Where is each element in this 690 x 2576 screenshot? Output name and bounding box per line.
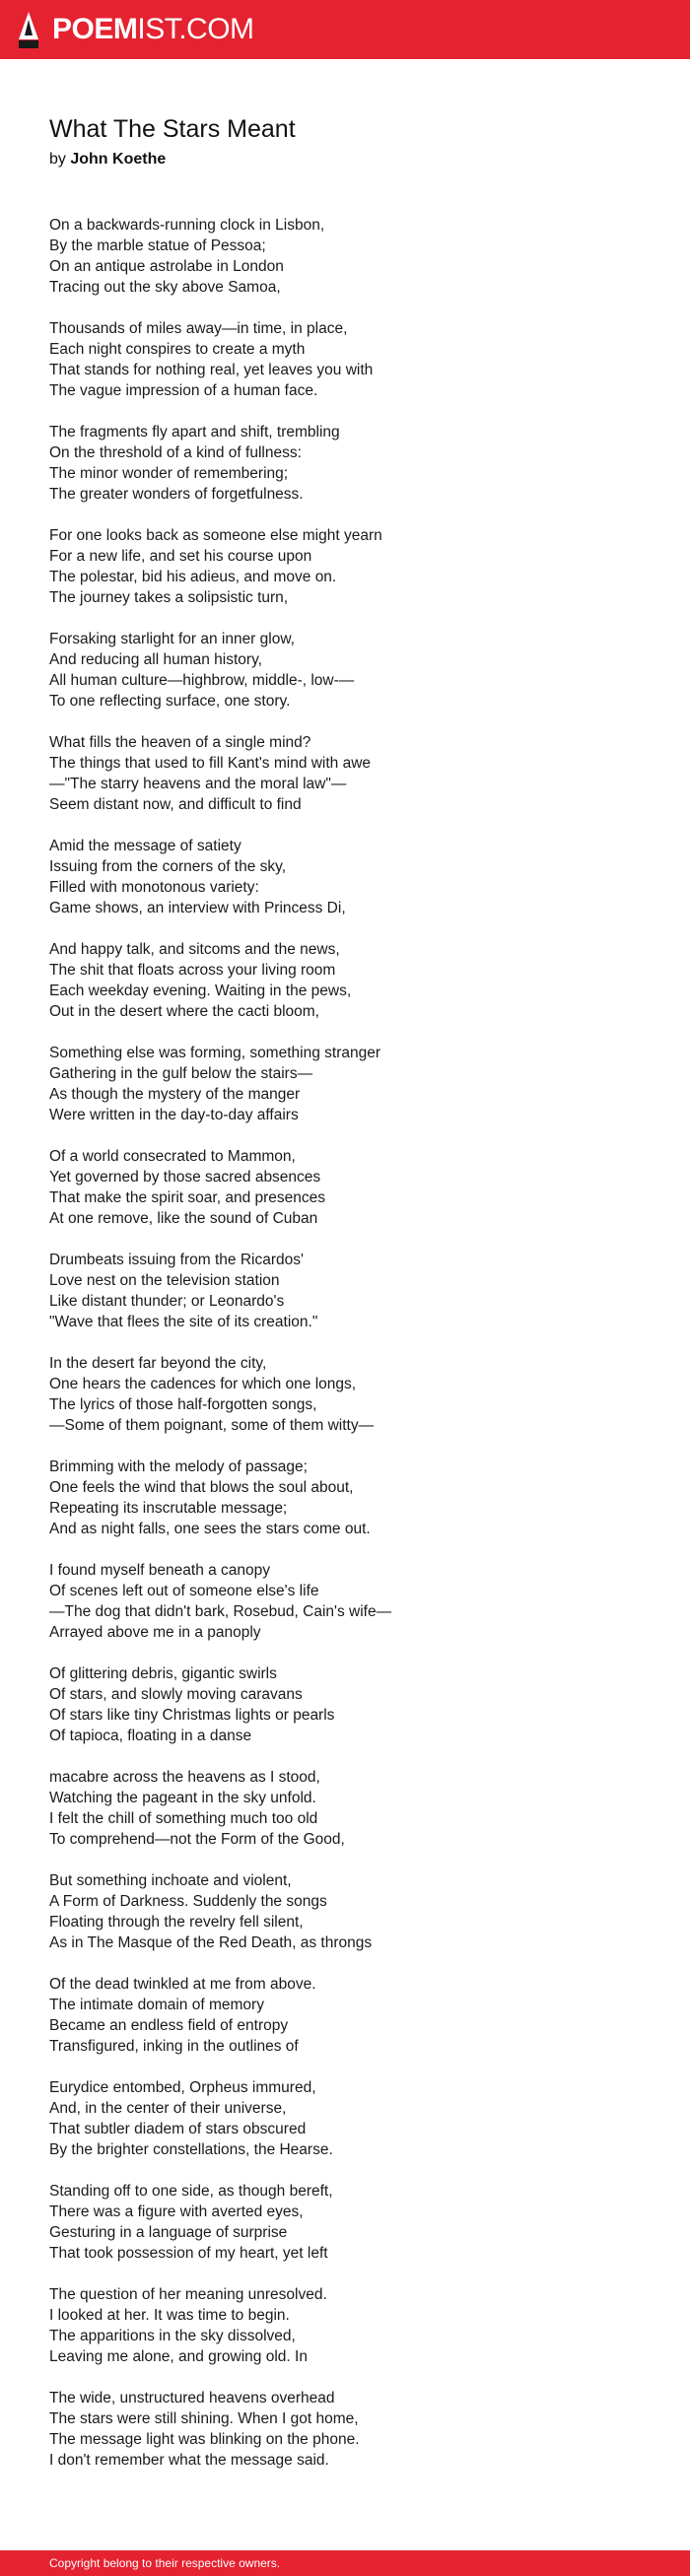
poem-line: The minor wonder of remembering;	[49, 465, 289, 482]
poem-line: That make the spirit soar, and presences	[49, 1189, 326, 1206]
poem-line: I looked at her. It was time to begin.	[49, 2307, 290, 2324]
poem-line: Drumbeats issuing from the Ricardos'	[49, 1252, 304, 1268]
poem-stanza	[49, 939, 651, 1022]
poem-body	[49, 215, 651, 2471]
site-header	[0, 0, 690, 59]
poem-stanza	[49, 1457, 651, 1539]
logo-wordmark: POEMIST.COM	[52, 13, 254, 45]
poem-stanza	[49, 1663, 651, 1746]
poem-line: I don't remember what the message said.	[49, 2452, 329, 2469]
poem-stanza	[49, 215, 651, 298]
poem-line: Arrayed above me in a panoply	[49, 1624, 261, 1641]
poem-line: And reducing all human history,	[49, 651, 262, 668]
poem-line: That subtler diadem of stars obscured	[49, 2121, 307, 2137]
poem-line: Each night conspires to create a myth	[49, 341, 306, 358]
poem-line: As though the mystery of the manger	[49, 1086, 301, 1103]
poem-stanza	[49, 1250, 651, 1332]
poem-line: The question of her meaning unresolved.	[49, 2286, 327, 2303]
poem-line: Amid the message of satiety	[49, 838, 242, 854]
poem-line: Eurydice entombed, Orpheus immured,	[49, 2079, 316, 2096]
poem-stanza	[49, 525, 651, 608]
poem-line: The stars were still shining. When I got home,	[49, 2410, 359, 2427]
poem-line: Standing off to one side, as though bereft,	[49, 2183, 333, 2200]
poem-line: Filled with monotonous variety:	[49, 879, 259, 896]
poem-line: A Form of Darkness. Suddenly the songs	[49, 1893, 327, 1910]
poem-title: What The Stars Meant	[49, 115, 296, 143]
poem-line: That took possession of my heart, yet left	[49, 2245, 328, 2262]
poem-stanza	[49, 2284, 651, 2367]
poem-line: On the threshold of a kind of fullness:	[49, 444, 302, 461]
byline-prefix: by	[49, 151, 66, 168]
poem-line: The polestar, bid his adieus, and move on.	[49, 569, 337, 585]
poem-stanza	[49, 629, 651, 712]
poem-line: I found myself beneath a canopy	[49, 1562, 271, 1579]
poem-line: macabre across the heavens as I stood,	[49, 1769, 320, 1786]
poem-stanza	[49, 1353, 651, 1436]
poem-line: In the desert far beyond the city,	[49, 1355, 267, 1372]
poem-line: The wide, unstructured heavens overhead	[49, 2390, 335, 2407]
poem-line: On a backwards-running clock in Lisbon,	[49, 217, 325, 234]
poem-line: To comprehend—not the Form of the Good,	[49, 1831, 345, 1848]
poem-line: The vague impression of a human face.	[49, 382, 318, 399]
poem-line: The message light was blinking on the phone.	[49, 2431, 360, 2448]
poem-stanza	[49, 1043, 651, 1125]
poem-line: Brimming with the melody of passage;	[49, 1458, 308, 1475]
poem-line: To one reflecting surface, one story.	[49, 693, 291, 710]
poem-stanza	[49, 1560, 651, 1643]
poem-stanza	[49, 1974, 651, 2057]
poem-line: Watching the pageant in the sky unfold.	[49, 1790, 316, 1806]
poem-stanza	[49, 1767, 651, 1850]
poem-line: Out in the desert where the cacti bloom,	[49, 1003, 319, 1020]
poem-line: Yet governed by those sacred absences	[49, 1169, 321, 1186]
poem-line: And, in the center of their universe,	[49, 2100, 287, 2117]
poem-line: Tracing out the sky above Samoa,	[49, 279, 281, 296]
site-footer	[0, 2550, 690, 2576]
poem-line: Of tapioca, floating in a danse	[49, 1728, 252, 1744]
poem-stanza	[49, 1870, 651, 1953]
poem-line: Like distant thunder; or Leonardo's	[49, 1293, 285, 1310]
poem-line: Of scenes left out of someone else's life	[49, 1583, 319, 1599]
poem-line: I felt the chill of something much too old	[49, 1810, 318, 1827]
poem-line: The shit that floats across your living room	[49, 962, 336, 979]
poem-byline	[49, 148, 651, 171]
poem-line: Of a world consecrated to Mammon,	[49, 1148, 296, 1165]
poem-line: One hears the cadences for which one longs,	[49, 1376, 357, 1392]
poem-line: By the brighter constellations, the Hearse.	[49, 2141, 333, 2158]
poem-line: And happy talk, and sitcoms and the news,	[49, 941, 340, 958]
poem-line: Gathering in the gulf below the stairs—	[49, 1065, 313, 1082]
poem-line: There was a figure with averted eyes,	[49, 2203, 304, 2220]
poem-line: Leaving me alone, and growing old. In	[49, 2348, 308, 2365]
poem-line: Of stars, and slowly moving caravans	[49, 1686, 303, 1703]
poem-line: Of glittering debris, gigantic swirls	[49, 1665, 277, 1682]
poem-line: The lyrics of those half-forgotten songs,	[49, 1396, 317, 1413]
poem-line: As in The Masque of the Red Death, as throngs	[49, 1934, 373, 1951]
poem-line: Became an endless field of entropy	[49, 2017, 289, 2034]
poem-line: Of the dead twinkled at me from above.	[49, 1976, 316, 1993]
poem-stanza	[49, 2077, 651, 2160]
poem-line: For a new life, and set his course upon	[49, 548, 312, 565]
copyright-notice: Copyright belong to their respective owners.	[49, 2556, 281, 2570]
poem-line: The apparitions in the sky dissolved,	[49, 2328, 296, 2344]
site-logo[interactable]	[17, 9, 254, 50]
poem-line: Issuing from the corners of the sky,	[49, 858, 287, 875]
poem-line: The journey takes a solipsistic turn,	[49, 589, 289, 606]
poem-line: —The dog that didn't bark, Rosebud, Cain's wife—	[49, 1603, 392, 1620]
poem-line: The intimate domain of memory	[49, 1997, 264, 2013]
poem-line: Of stars like tiny Christmas lights or pearls	[49, 1707, 335, 1724]
poem-line: Forsaking starlight for an inner glow,	[49, 631, 295, 647]
poem-line: The fragments fly apart and shift, trembling	[49, 424, 340, 441]
poem-line: Floating through the revelry fell silent,	[49, 1914, 304, 1931]
poem-author[interactable]: John Koethe	[70, 151, 167, 168]
poem-line: What fills the heaven of a single mind?	[49, 734, 311, 751]
poem-line: Repeating its inscrutable message;	[49, 1500, 288, 1517]
poem-line: That stands for nothing real, yet leaves you with	[49, 362, 374, 378]
pencil-nib-icon	[17, 10, 40, 49]
poem-line: Thousands of miles away—in time, in place,	[49, 320, 348, 337]
poem-stanza	[49, 318, 651, 401]
poem-line: All human culture—highbrow, middle-, low-—	[49, 672, 355, 689]
poem-stanza	[49, 836, 651, 918]
poem-line: "Wave that flees the site of its creation."	[49, 1314, 318, 1330]
poem-line: Each weekday evening. Waiting in the pews,	[49, 983, 352, 999]
poem-stanza	[49, 2181, 651, 2264]
poem-line: Game shows, an interview with Princess Di,	[49, 900, 346, 916]
poem-line: And as night falls, one sees the stars come out.	[49, 1521, 371, 1537]
poem-line: For one looks back as someone else might yearn	[49, 527, 382, 544]
poem-line: Were written in the day-to-day affairs	[49, 1107, 299, 1123]
poem-line: —Some of them poignant, some of them witty—	[49, 1417, 375, 1434]
poem-line: —"The starry heavens and the moral law"—	[49, 776, 347, 792]
poem-line: Seem distant now, and difficult to find	[49, 796, 302, 813]
poem-line: At one remove, like the sound of Cuban	[49, 1210, 318, 1227]
poem-stanza	[49, 1146, 651, 1229]
poem-line: Something else was forming, something stranger	[49, 1045, 380, 1061]
poem-content	[49, 110, 651, 2491]
poem-line: But something inchoate and violent,	[49, 1872, 292, 1889]
poem-line: The things that used to fill Kant's mind with awe	[49, 755, 372, 772]
poem-line: Transfigured, inking in the outlines of	[49, 2038, 299, 2055]
poem-line: Gesturing in a language of surprise	[49, 2224, 288, 2241]
poem-line: By the marble statue of Pessoa;	[49, 237, 266, 254]
poem-stanza	[49, 732, 651, 815]
poem-stanza	[49, 422, 651, 505]
poem-line: Love nest on the television station	[49, 1272, 280, 1289]
poem-stanza	[49, 2388, 651, 2471]
poem-line: One feels the wind that blows the soul about,	[49, 1479, 354, 1496]
poem-line: The greater wonders of forgetfulness.	[49, 486, 304, 503]
poem-line: On an antique astrolabe in London	[49, 258, 284, 275]
